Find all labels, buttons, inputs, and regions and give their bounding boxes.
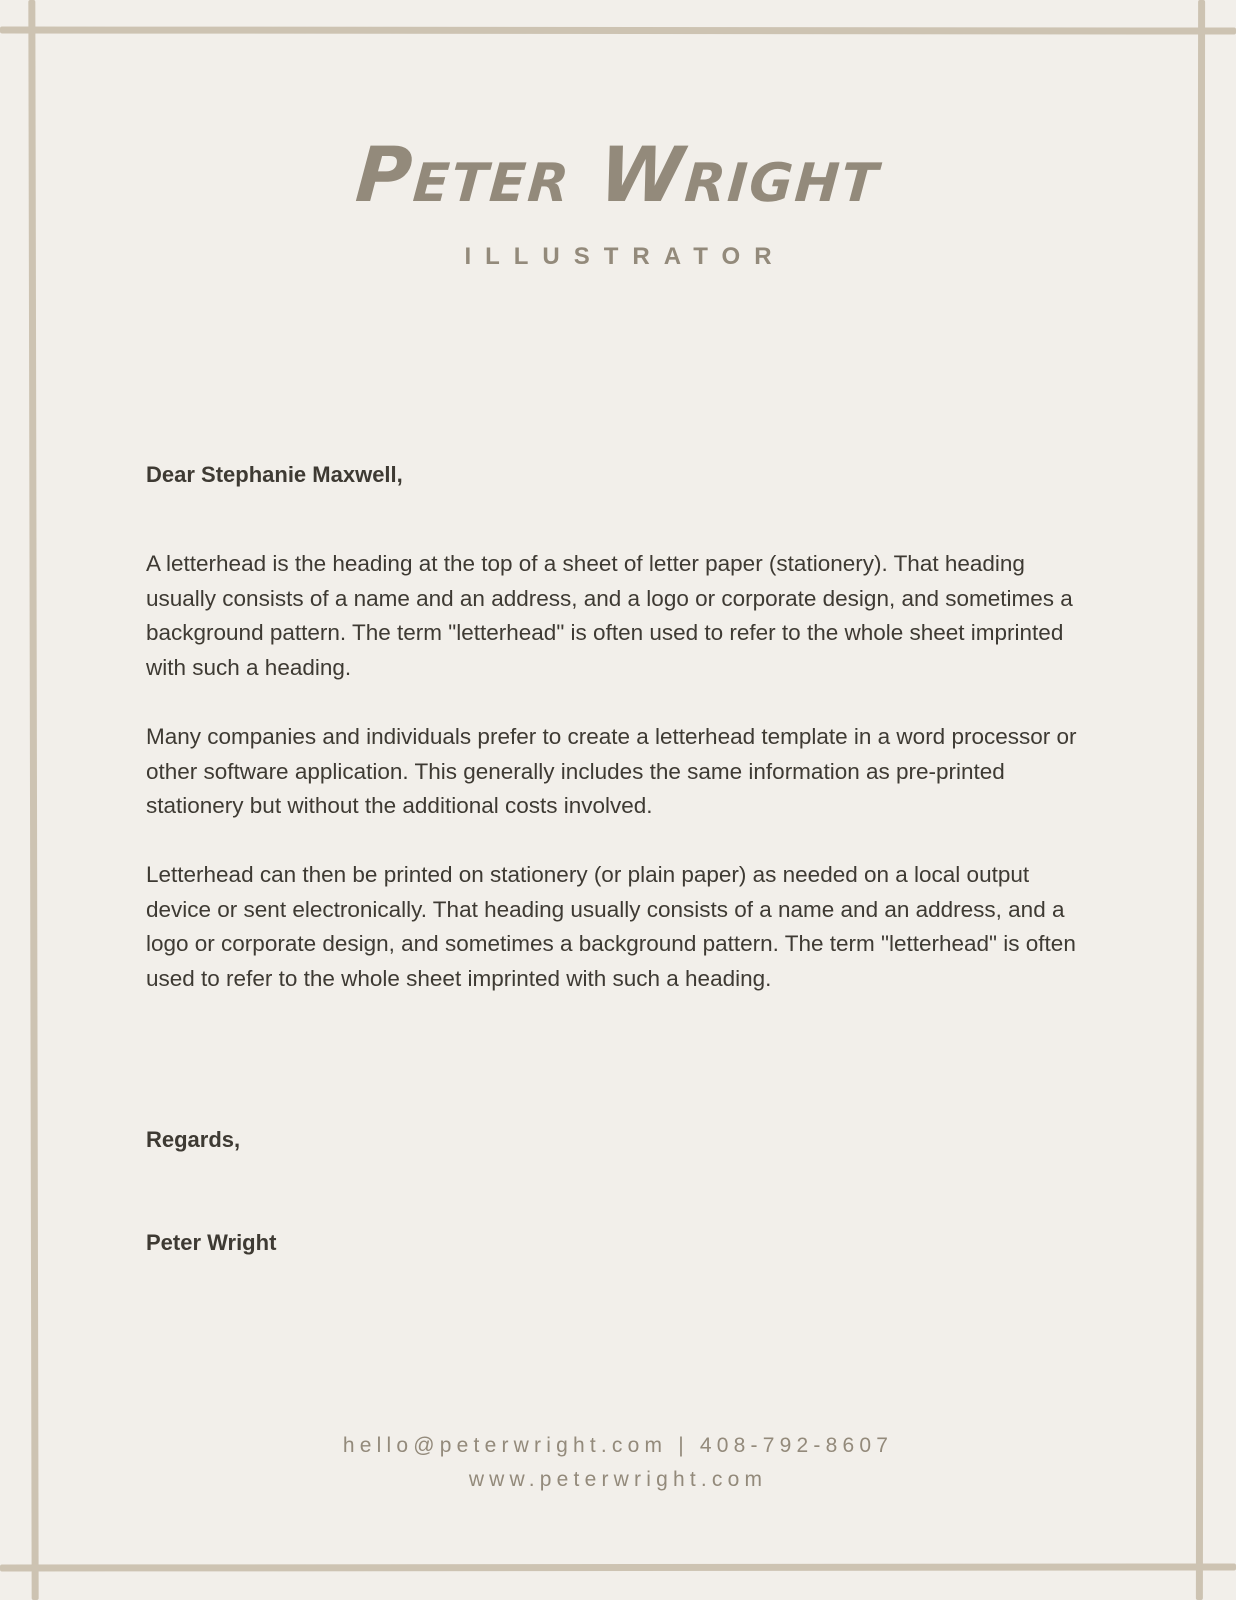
- border-top: [0, 26, 1236, 34]
- website: www.peterwright.com: [468, 1468, 768, 1491]
- paragraph: A letterhead is the heading at the top of a sheet of letter paper (stationery). That heading usually consists of a name and an address, and a logo or corporate design, and sometimes a background pattern. The term "letterhead" is often used to refer to the whole sheet imprinted with such a heading.: [146, 551, 1073, 681]
- closing: Regards,: [146, 1127, 241, 1152]
- salutation: Dear Stephanie Maxwell,: [146, 462, 403, 487]
- letterhead-name: Peter Wright: [352, 130, 884, 219]
- paragraph: Letterhead can then be printed on stationery (or plain paper) as needed on a local output device or sent electronically. That heading usually consists of a name and an address, and a logo or corporate design, and sometimes a background pattern. The term "letterhead" is often used to refer to the whole sheet imprinted with such a heading.: [146, 861, 1076, 992]
- border-bottom: [0, 1563, 1236, 1571]
- paragraph: Many companies and individuals prefer to create a letterhead template in a word processor or other software application. This generally includes the same information as pre-printed stationery but without the additional costs involved.: [146, 723, 1077, 819]
- letter-body: [146, 462, 1086, 997]
- contact-line: hello@peterwright.com | 408-792-8607: [342, 1434, 894, 1457]
- footer: [0, 1434, 1236, 1492]
- letterhead-title: ILLUSTRATOR: [464, 243, 786, 270]
- signature-name: Peter Wright: [146, 1230, 277, 1255]
- letterhead-header: [0, 125, 1236, 271]
